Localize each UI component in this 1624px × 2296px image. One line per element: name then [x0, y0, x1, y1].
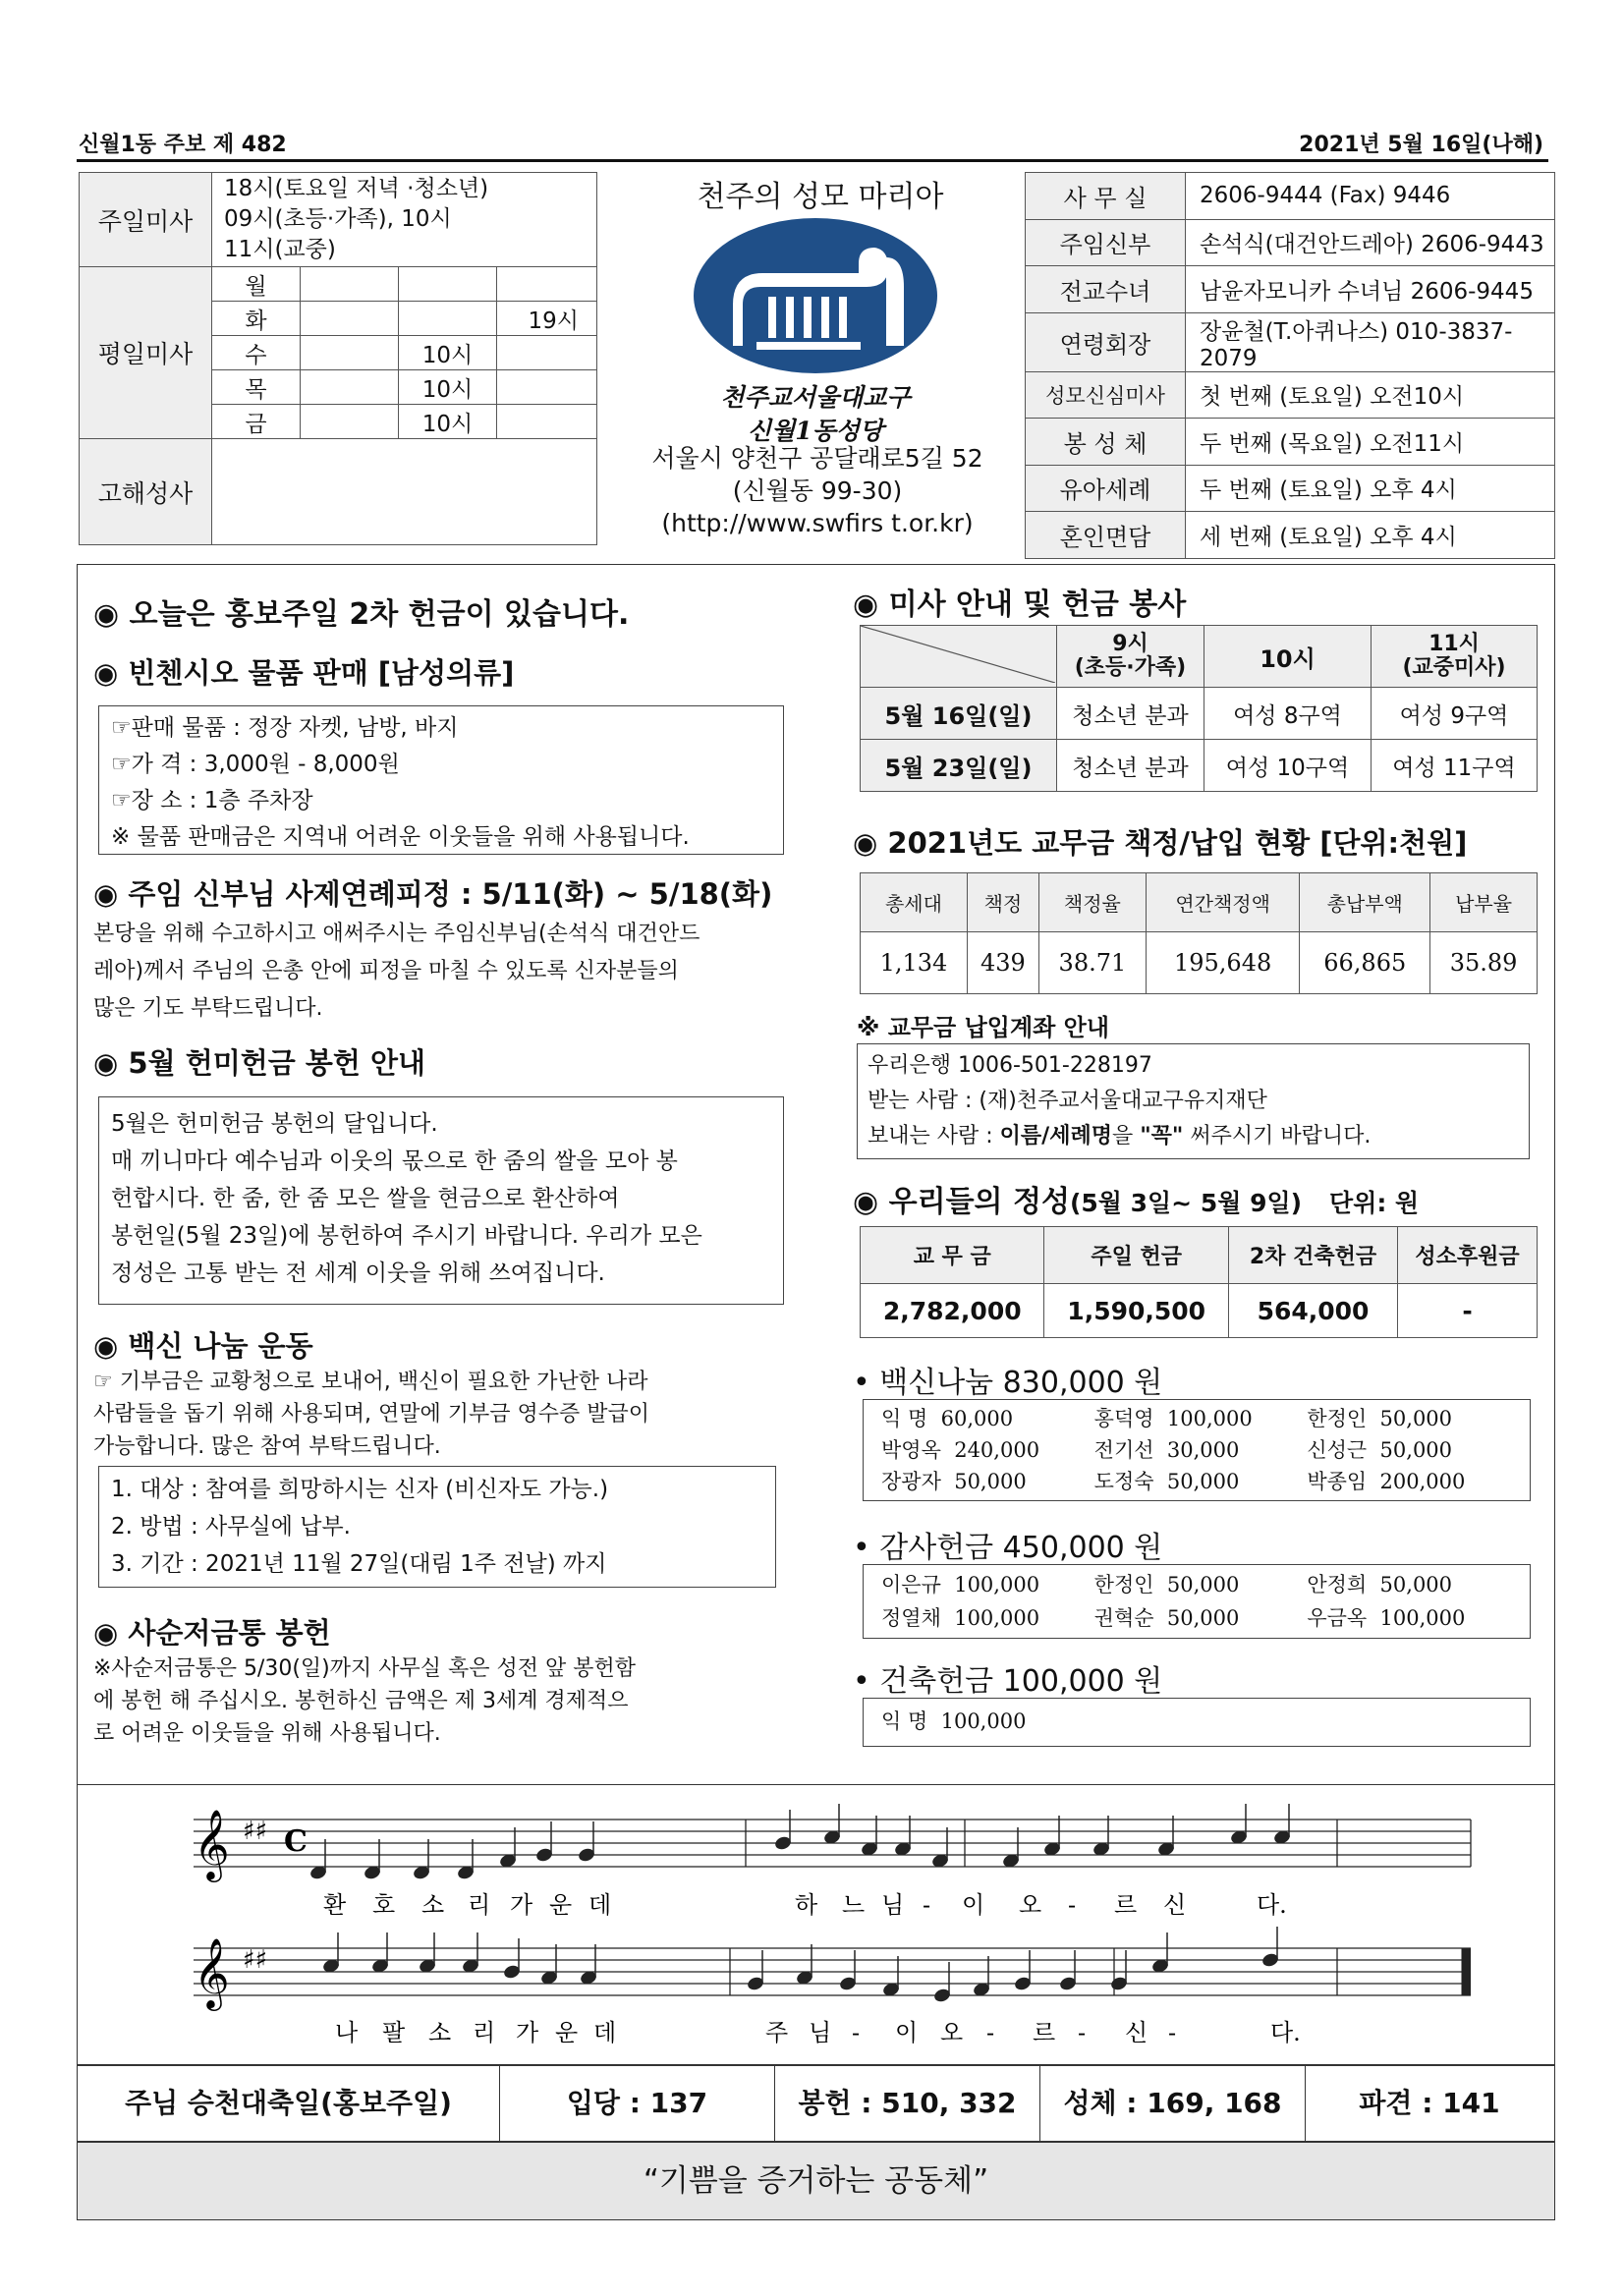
- lyric-syllable: 가: [516, 2019, 539, 2046]
- parish-motto-bar: [77, 2142, 1555, 2220]
- lyric-syllable: 신: [1163, 1891, 1187, 1919]
- lyric-syllable: 르: [1033, 2019, 1056, 2046]
- final-bar: [1463, 1948, 1471, 1995]
- thanks-donors: [881, 1568, 1520, 1635]
- sale-price-line: ☞가 격 : 3,000원 - 8,000원: [111, 752, 400, 777]
- lyric-syllable: 이: [962, 1891, 985, 1919]
- weekday-day: 월: [212, 267, 301, 302]
- weekday-cell: [497, 405, 597, 439]
- donor-entry: 장광자 50,000: [881, 1470, 1027, 1493]
- confession-times: [212, 439, 597, 545]
- lyric-syllable: 환: [323, 1891, 347, 1919]
- text-line: 봉헌일(5월 23일)에 봉헌하여 주시기 바랍니다. 우리가 모은: [111, 1223, 702, 1249]
- weekday-cell: [301, 302, 399, 336]
- text-line: 5월은 헌미헌금 봉헌의 달입니다.: [111, 1111, 438, 1137]
- text-line: 2. 방법 : 사무실에 납부.: [111, 1514, 351, 1540]
- confession-label: 고해성사: [80, 439, 212, 545]
- head-line: (교중미사): [1402, 655, 1506, 680]
- rice-offering-heading: ◉ 5월 헌미헌금 봉헌 안내: [93, 1046, 425, 1080]
- calligraphy-line: 천주교서울대교구: [720, 383, 911, 412]
- lyric-syllable: 주: [765, 2019, 789, 2046]
- weekday-mass-label: 평일미사: [80, 267, 212, 439]
- mass-service-table: [860, 625, 1538, 792]
- office-value: 두 번째 (목요일) 오전11시: [1186, 419, 1555, 466]
- vincent-sale-heading: ◉ 빈첸시오 물품 판매 [남성의류]: [93, 656, 515, 690]
- sunday-line: 11시(교중): [224, 237, 336, 262]
- weekday-cell: [497, 370, 597, 405]
- weekday-cell: [301, 267, 399, 302]
- office-key: 주임신부: [1026, 219, 1186, 266]
- weekday-day: 목: [212, 370, 301, 405]
- text-line: 로 어려운 이웃들을 위해 사용됩니다.: [93, 1721, 441, 1746]
- text-line: 레아)께서 주님의 은총 안에 피정을 마칠 수 있도록 신자분들의: [93, 959, 679, 983]
- donor-entry: 박종임 200,000: [1307, 1470, 1466, 1493]
- lyric-syllable: 신: [1125, 2019, 1148, 2046]
- office-value: 2606-9444 (Fax) 9446: [1186, 173, 1555, 220]
- lyric-syllable: 님: [881, 1891, 905, 1919]
- dues-value: 439: [967, 932, 1038, 994]
- lyric-syllable: 하: [795, 1891, 818, 1919]
- dues-head: 책정율: [1038, 873, 1146, 932]
- weekday-cell: 10시: [399, 336, 497, 370]
- mass-service-heading: ◉ 미사 안내 및 헌금 봉사: [853, 588, 1187, 622]
- donor-entry: 정열채 100,000: [881, 1606, 1040, 1630]
- diagonal-header-cell: [861, 626, 1057, 688]
- calligraphy-line: 신월1동성당: [747, 417, 884, 445]
- lyric-syllable: -: [1168, 2019, 1177, 2046]
- donor-entry: 한정인 50,000: [1307, 1407, 1453, 1430]
- text-line: 사람들을 돕기 위해 사용되며, 연말에 기부금 영수증 발급이: [93, 1402, 649, 1427]
- donor-entry: 홍덕영 100,000: [1093, 1407, 1253, 1430]
- offering-head: 성소후원금: [1398, 1227, 1538, 1284]
- lyric-syllable: 이: [895, 2019, 919, 2046]
- text-line: 매 끼니마다 예수님과 이웃의 몫으로 한 줌의 쌀을 모아 봉: [111, 1148, 678, 1174]
- lyric-syllable: 데: [593, 2019, 617, 2046]
- sharp-icon: ♯♯: [243, 1945, 268, 1975]
- service-date: 5월 16일(일): [861, 688, 1057, 740]
- text-line: 1. 대상 : 참여를 희망하시는 신자 (비신자도 가능.): [111, 1477, 609, 1502]
- text-line: 가능합니다. 많은 참여 부탁드립니다.: [93, 1434, 441, 1459]
- offerings-table: [860, 1226, 1538, 1338]
- dues-value: 35.89: [1430, 932, 1538, 994]
- account-box: [857, 1043, 1530, 1159]
- rice-offering-box: [98, 1096, 784, 1305]
- liturgy-numbers-row: [77, 2065, 1555, 2142]
- service-9am: 청소년 분과: [1057, 740, 1204, 792]
- dues-value: 66,865: [1300, 932, 1430, 994]
- lyric-syllable: 팔: [382, 2019, 406, 2046]
- dues-head: 납부율: [1430, 873, 1538, 932]
- weekday-cell: [301, 370, 399, 405]
- lyric-syllable: 가: [510, 1891, 533, 1919]
- lyric-syllable: 님: [809, 2019, 832, 2046]
- parish-address: [617, 442, 1018, 539]
- lyric-syllable: 호: [372, 1891, 396, 1919]
- weekday-cell: [497, 267, 597, 302]
- office-key: 전교수녀: [1026, 266, 1186, 313]
- bulletin-issue: 신월1동 주보 제 482: [79, 133, 287, 157]
- text-line: 본당을 위해 수고하시고 애써주시는 주임신부님(손석식 대건안드: [93, 922, 700, 946]
- mass-times-table: [79, 172, 597, 545]
- lyric-syllable: 운: [555, 2019, 579, 2046]
- vincent-sale-box: [98, 705, 784, 855]
- offering-value: 2,782,000: [861, 1284, 1044, 1338]
- vaccine-donations-title: • 백신나눔 830,000 원: [853, 1366, 1163, 1400]
- donor-entry: 신성근 50,000: [1307, 1438, 1453, 1462]
- offertory-hymn: 봉헌 : 510, 332: [775, 2066, 1040, 2141]
- dues-head: 총납부액: [1300, 873, 1430, 932]
- donor-entry: 한정인 50,000: [1093, 1573, 1240, 1596]
- donor-row: [881, 1466, 1520, 1497]
- service-10am: 여성 10구역: [1204, 740, 1372, 792]
- donor-entry: 우금옥 100,000: [1307, 1606, 1466, 1630]
- thanks-offering-title: • 감사헌금 450,000 원: [853, 1531, 1163, 1565]
- weekday-cell: 10시: [399, 370, 497, 405]
- office-value: 두 번째 (토요일) 오후 4시: [1186, 465, 1555, 512]
- lyric-syllable: -: [923, 1891, 931, 1919]
- lyric-syllable: -: [1078, 2019, 1087, 2046]
- parish-motto: “기쁨을 증거하는 공동체”: [643, 2163, 989, 2199]
- lyric-syllable: -: [852, 2019, 861, 2046]
- parish-patron: 천주의 성모 마리아: [697, 180, 944, 214]
- donor-entry: 이은규 100,000: [881, 1573, 1040, 1596]
- offerings-unit: 단위: 원: [1329, 1189, 1420, 1217]
- parish-calligraphy: [712, 381, 919, 448]
- weekday-cell: [399, 267, 497, 302]
- vaccine-text: [93, 1366, 801, 1463]
- weekday-day: 화: [212, 302, 301, 336]
- text-span: 보내는 사람 :: [868, 1124, 1000, 1148]
- donor-entry: 익 명 60,000: [881, 1407, 1014, 1430]
- offering-value: 564,000: [1228, 1284, 1397, 1338]
- dues-value: 38.71: [1038, 932, 1146, 994]
- weekday-day: 수: [212, 336, 301, 370]
- text-span: "꼭": [1140, 1124, 1184, 1148]
- donor-row: [881, 1403, 1520, 1434]
- donor-entry: 익 명 100,000: [881, 1709, 1027, 1733]
- donor-entry: 전기선 30,000: [1093, 1438, 1240, 1462]
- sale-note-line: ※ 물품 판매금은 지역내 어려운 이웃들을 위해 사용됩니다.: [111, 824, 690, 850]
- dues-head: 연간책정액: [1146, 873, 1300, 932]
- bulletin-date: 2021년 5월 16일(나해): [1299, 133, 1543, 157]
- lyric-syllable: 오: [940, 2019, 964, 2046]
- weekday-day: 금: [212, 405, 301, 439]
- lyric-syllable: 리: [468, 1891, 491, 1919]
- lenten-box-heading: ◉ 사순저금통 봉헌: [93, 1616, 331, 1650]
- donor-entry: 안정희 50,000: [1307, 1573, 1453, 1596]
- vaccine-donors: [881, 1403, 1520, 1497]
- text-line: ☞ 기부금은 교황청으로 보내어, 백신이 필요한 가난한 나라: [93, 1370, 648, 1394]
- sunday-mass-times: [212, 173, 597, 267]
- office-key: 사 무 실: [1026, 173, 1186, 220]
- account-heading: ※ 교무금 납입계좌 안내: [857, 1014, 1110, 1041]
- lyric-syllable: 소: [421, 1891, 445, 1919]
- head-line: (초등·가족): [1074, 655, 1187, 680]
- donor-row: [881, 1434, 1520, 1466]
- text-span: 이름/세례명: [999, 1124, 1112, 1148]
- office-info-table: [1025, 172, 1555, 559]
- time-signature: C: [284, 1824, 308, 1859]
- treble-clef-icon: 𝄞: [194, 1808, 230, 1879]
- dues-value: 195,648: [1146, 932, 1300, 994]
- weekday-cell: [497, 336, 597, 370]
- vaccine-box: [98, 1466, 776, 1588]
- text-line: 3. 기간 : 2021년 11월 27일(대림 1주 전날) 까지: [111, 1551, 607, 1577]
- col-11am: [1372, 626, 1538, 688]
- lyric-syllable: 오: [1019, 1891, 1042, 1919]
- office-value: 세 번째 (토요일) 오후 4시: [1186, 512, 1555, 559]
- treble-clef-icon: 𝄞: [194, 1936, 230, 2008]
- text-span: 을: [1111, 1124, 1141, 1148]
- dues-table: [860, 872, 1538, 994]
- second-collection-heading: ◉ 오늘은 홍보주일 2차 헌금이 있습니다.: [93, 597, 630, 632]
- lyric-syllable: 소: [428, 2019, 452, 2046]
- donor-entry: 박영옥 240,000: [881, 1438, 1040, 1462]
- service-date: 5월 23일(일): [861, 740, 1057, 792]
- text-line: ※사순저금통은 5/30(일)까지 사무실 혹은 성전 앞 봉헌함: [93, 1656, 637, 1681]
- lyric-syllable: 느: [842, 1891, 866, 1919]
- retreat-text: [93, 916, 801, 1028]
- office-key: 봉 성 체: [1026, 419, 1186, 466]
- text-line: 헌합시다. 한 줌, 한 줌 모은 쌀을 현금으로 환산하여: [111, 1186, 620, 1211]
- office-key: 혼인면담: [1026, 512, 1186, 559]
- dues-heading: ◉ 2021년도 교무금 책정/납입 현황 [단위:천원]: [853, 826, 1468, 860]
- donor-row: [881, 1568, 1520, 1601]
- vaccine-heading: ◉ 백신 나눔 운동: [93, 1329, 313, 1363]
- text-line: 에 봉헌 해 주십시오. 봉헌하신 금액은 제 3세계 경제적으: [93, 1689, 629, 1713]
- text-line: 많은 기도 부탁드립니다.: [93, 996, 323, 1021]
- sunday-line: 18시(토요일 저녁 ·청소년): [224, 176, 489, 201]
- account-holder: 받는 사람 : (재)천주교서울대교구유지재단: [868, 1089, 1267, 1113]
- parish-logo-icon: [694, 218, 937, 373]
- offering-head: 2차 건축헌금: [1228, 1227, 1397, 1284]
- retreat-heading: ◉ 주임 신부님 사제연례피정 : 5/11(화) ~ 5/18(화): [93, 877, 773, 911]
- feast-name: 주님 승천대축일(홍보주일): [78, 2066, 500, 2141]
- offering-value: -: [1398, 1284, 1538, 1338]
- service-11am: 여성 11구역: [1372, 740, 1538, 792]
- lyric-syllable: 르: [1114, 1891, 1138, 1919]
- office-key: 연령회장: [1026, 312, 1186, 371]
- text-span: 써주시기 바랍니다.: [1183, 1124, 1372, 1148]
- offerings-title: ◉ 우리들의 정성: [853, 1185, 1070, 1219]
- office-value: 첫 번째 (토요일) 오전10시: [1186, 371, 1555, 419]
- donor-row: [881, 1706, 1520, 1737]
- dues-value: 1,134: [861, 932, 968, 994]
- head-line: 11시: [1428, 632, 1480, 656]
- weekday-cell: 19시: [497, 302, 597, 336]
- lyric-syllable: 데: [588, 1891, 612, 1919]
- lyric-syllable: 나: [335, 2019, 359, 2046]
- building-donors: [881, 1706, 1520, 1737]
- offerings-period: (5월 3일~ 5월 9일): [1069, 1189, 1303, 1217]
- sunday-mass-label: 주일미사: [80, 173, 212, 267]
- address-line: 서울시 양천구 공달래로5길 52: [651, 444, 983, 473]
- sale-place-line: ☞장 소 : 1층 주차장: [111, 788, 313, 813]
- address-line: (신월동 99-30): [732, 476, 903, 505]
- donor-entry: 권혁순 50,000: [1093, 1606, 1240, 1630]
- website-link[interactable]: (http://www.swfirs t.or.kr): [661, 509, 974, 537]
- header-rule: [77, 159, 1548, 162]
- dismissal-hymn: 파견 : 141: [1359, 2087, 1500, 2119]
- weekday-cell: [301, 336, 399, 370]
- office-key: 성모신심미사: [1026, 371, 1186, 419]
- sharp-icon: ♯♯: [243, 1817, 268, 1846]
- weekday-cell: [399, 302, 497, 336]
- service-11am: 여성 9구역: [1372, 688, 1538, 740]
- hymn-score: [77, 1785, 1555, 2065]
- col-10am: 10시: [1204, 626, 1372, 688]
- dues-head: 책정: [967, 873, 1038, 932]
- account-sender-note: [868, 1119, 1519, 1154]
- building-offering-title: • 건축헌금 100,000 원: [853, 1664, 1163, 1699]
- music-staff: [78, 1785, 1556, 2065]
- office-value: 손석식(대건안드레아) 2606-9443: [1186, 219, 1555, 266]
- donor-row: [881, 1601, 1520, 1635]
- lyric-syllable: 리: [473, 2019, 496, 2046]
- col-9am: [1057, 626, 1204, 688]
- service-9am: 청소년 분과: [1057, 688, 1204, 740]
- offering-value: 1,590,500: [1044, 1284, 1228, 1338]
- weekday-cell: [301, 405, 399, 439]
- service-10am: 여성 8구역: [1204, 688, 1372, 740]
- offering-head: 교 무 금: [861, 1227, 1044, 1284]
- head-line: 9시: [1112, 632, 1148, 656]
- lyric-syllable: 다.: [1257, 1891, 1287, 1919]
- dues-head: 총세대: [861, 873, 968, 932]
- office-key: 유아세례: [1026, 465, 1186, 512]
- sunday-line: 09시(초등·가족), 10시: [224, 206, 452, 232]
- account-number: 우리은행 1006-501-228197: [868, 1053, 1152, 1078]
- lyric-syllable: -: [986, 2019, 995, 2046]
- weekday-cell: 10시: [399, 405, 497, 439]
- donor-entry: 도정숙 50,000: [1093, 1470, 1240, 1493]
- communion-hymn: 성체 : 169, 168: [1040, 2066, 1306, 2141]
- lyric-syllable: 운: [549, 1891, 573, 1919]
- lyric-syllable: -: [1068, 1891, 1077, 1919]
- lyric-syllable: 다.: [1270, 2019, 1301, 2046]
- entrance-hymn: 입당 : 137: [500, 2066, 775, 2141]
- office-value: 장윤철(T.아퀴나스) 010-3837-2079: [1186, 312, 1555, 371]
- sale-item-line: ☞판매 물품 : 정장 자켓, 남방, 바지: [111, 715, 459, 741]
- offering-head: 주일 헌금: [1044, 1227, 1228, 1284]
- text-line: 정성은 고통 받는 전 세계 이웃을 위해 쓰여집니다.: [111, 1260, 605, 1286]
- office-value: 남윤자모니카 수녀님 2606-9445: [1186, 266, 1555, 313]
- lenten-box-text: [93, 1652, 801, 1750]
- offerings-heading: [853, 1177, 1419, 1220]
